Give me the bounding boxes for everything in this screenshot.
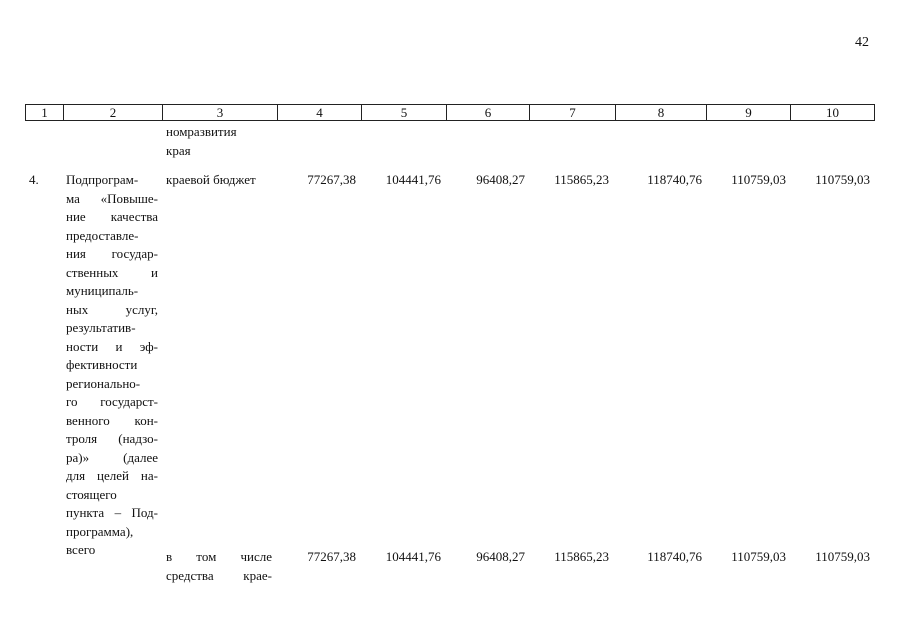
value-col6: 96408,27 <box>476 172 525 187</box>
sub-value-col7: 115865,23 <box>554 549 609 564</box>
sub-value-col8: 118740,76 <box>647 549 702 564</box>
name-line: пункта – Под- <box>66 505 158 520</box>
sub-value-col5: 104441,76 <box>385 549 441 564</box>
column-header-4: 4 <box>277 105 361 120</box>
name-line: ние качества <box>66 209 158 224</box>
value-col10: 110759,03 <box>815 172 870 187</box>
funding-source: краевой бюджет <box>166 172 256 187</box>
continuation-line: края <box>166 142 191 158</box>
continuation-text <box>166 123 276 160</box>
page-number: 42 <box>855 35 869 50</box>
name-line: для целей на- <box>66 468 158 483</box>
row-number: 4. <box>29 172 39 187</box>
name-line: Подпрограм- <box>66 172 139 187</box>
name-line: ственных и <box>66 264 158 280</box>
value-col7: 115865,23 <box>554 172 609 187</box>
name-line: ния государ- <box>66 246 158 261</box>
sub-value-col10: 110759,03 <box>815 549 870 564</box>
column-header-7: 7 <box>529 105 615 120</box>
sub-value-col4: 77267,38 <box>307 549 356 564</box>
name-line: фективности <box>66 357 138 372</box>
subprogram-name <box>66 171 158 560</box>
name-line: результатив- <box>66 320 136 335</box>
sub-value-col9: 110759,03 <box>731 549 786 564</box>
name-line: программа), <box>66 523 134 539</box>
value-col4: 77267,38 <box>307 172 356 187</box>
name-line: ных услуг, <box>66 301 158 317</box>
table-header-row <box>25 104 875 121</box>
name-line: муниципаль- <box>66 283 139 298</box>
value-col9: 110759,03 <box>731 172 786 187</box>
name-line: ности и эф- <box>66 338 158 354</box>
source-line: в том числе <box>166 549 272 564</box>
column-header-2: 2 <box>63 105 162 120</box>
name-line: го государст- <box>66 394 158 409</box>
column-header-10: 10 <box>790 105 874 120</box>
name-line: ма «Повыше- <box>66 190 158 206</box>
funding-source-sub <box>166 548 272 585</box>
name-line: регионально- <box>66 375 141 391</box>
name-line: троля (надзо- <box>66 431 158 446</box>
name-line: предоставле- <box>66 227 139 243</box>
value-col5: 104441,76 <box>385 172 441 187</box>
name-line: стоящего <box>66 486 117 502</box>
name-line: всего <box>66 542 96 557</box>
sub-value-col6: 96408,27 <box>476 549 525 564</box>
column-header-5: 5 <box>361 105 446 120</box>
column-header-8: 8 <box>615 105 706 120</box>
column-header-9: 9 <box>706 105 790 120</box>
column-header-3: 3 <box>162 105 277 120</box>
value-col8: 118740,76 <box>647 172 702 187</box>
column-header-1: 1 <box>41 105 48 120</box>
name-line: ра)» (далее <box>66 449 158 465</box>
continuation-line: номразвития <box>166 124 237 139</box>
name-line: венного кон- <box>66 412 158 428</box>
column-header-6: 6 <box>446 105 529 120</box>
source-line: средства крае- <box>166 567 272 583</box>
